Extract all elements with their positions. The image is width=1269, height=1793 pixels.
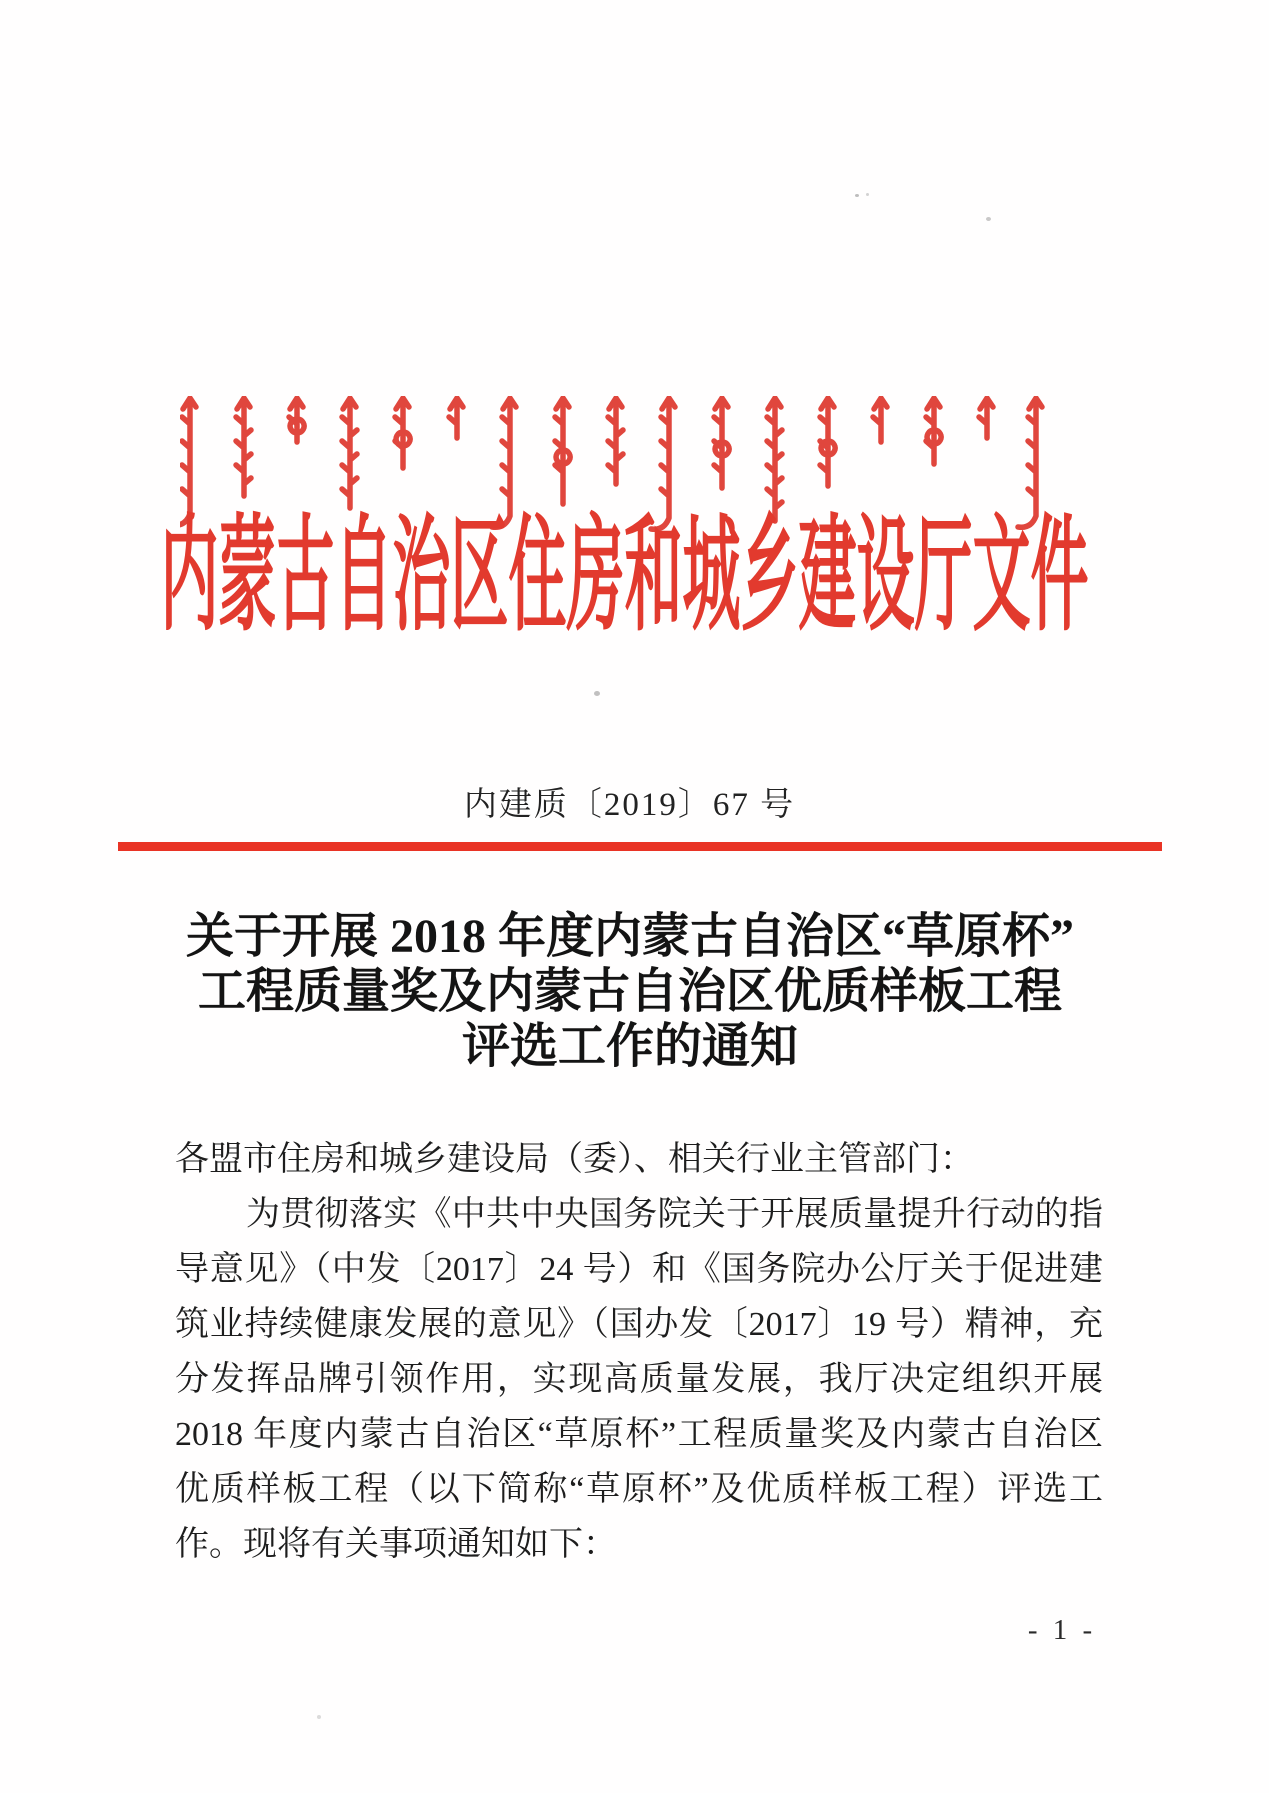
scan-artifact [986, 217, 991, 221]
notice-title-line: 工程质量奖及内蒙古自治区优质样板工程 [197, 965, 1062, 1018]
body-text [175, 1132, 1103, 1572]
page-number: - 1 - [1027, 1614, 1097, 1646]
paragraph-line: 为贯彻落实《中共中央国务院关于开展质量提升行动的指 [246, 1196, 1103, 1233]
notice-title-line: 关于开展 2018 年度内蒙古自治区“草原杯” [185, 910, 1074, 963]
agency-title [100, 506, 1149, 647]
salutation-line: 各盟市住房和城乡建设局（委）、相关行业主管部门： [175, 1141, 974, 1178]
paragraph-line: 导意见》（中发〔2017〕24 号）和《国务院办公厅关于促进建 [175, 1251, 1103, 1288]
paragraph-line: 筑业持续健康发展的意见》（国办发〔2017〕19 号）精神，充 [175, 1306, 1103, 1343]
paragraph-line: 2018 年度内蒙古自治区“草原杯”工程质量奖及内蒙古自治区 [175, 1416, 1103, 1453]
scan-artifact [866, 193, 869, 196]
scan-artifact [317, 1715, 321, 1719]
scan-artifact [594, 691, 600, 696]
notice-title [155, 909, 1105, 1074]
paragraph-line: 作。现将有关事项通知如下： [175, 1526, 617, 1563]
paragraph-line: 优质样板工程（以下简称“草原杯”及优质样板工程）评选工 [175, 1471, 1103, 1508]
agency-title-text: 内蒙古自治区住房和城乡建设厅文件 [160, 506, 1089, 647]
document-number: 内建质〔2019〕67 号 [463, 787, 796, 823]
red-divider-rule [118, 842, 1162, 851]
paragraph-line: 分发挥品牌引领作用，实现高质量发展，我厅决定组织开展 [175, 1361, 1103, 1398]
notice-title-line: 评选工作的通知 [461, 1020, 798, 1073]
scan-artifact [855, 194, 859, 197]
